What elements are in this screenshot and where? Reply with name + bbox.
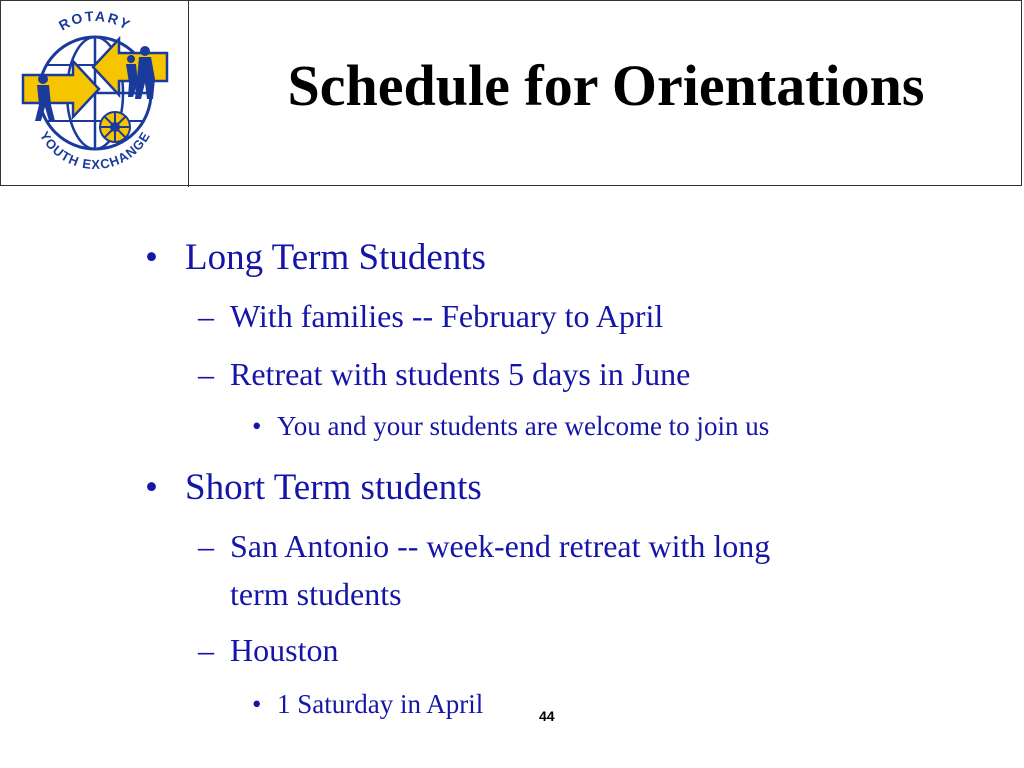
svg-text:ROTARY: ROTARY	[55, 9, 135, 34]
bullet-text: Long Term Students	[185, 237, 486, 278]
sub-bullet-text: San Antonio -- week-end retreat with long	[230, 528, 771, 564]
dash-marker: –	[198, 632, 214, 668]
sub-bullet-text: term students	[230, 576, 402, 612]
bullet-marker: •	[145, 467, 158, 508]
page-number: 44	[539, 708, 555, 724]
bullet-marker: •	[145, 237, 158, 278]
dash-marker: –	[198, 356, 214, 392]
dash-marker: –	[198, 298, 214, 334]
bullet-marker: •	[252, 689, 262, 719]
sub-bullet-text: Retreat with students 5 days in June	[230, 356, 691, 392]
sub-sub-bullet-text: 1 Saturday in April	[277, 689, 484, 719]
sub-bullet-text: With families -- February to April	[230, 298, 664, 334]
sub-sub-bullet-text: You and your students are welcome to join us	[277, 411, 770, 441]
dash-marker: –	[198, 528, 214, 564]
sub-bullet-text: Houston	[230, 632, 339, 668]
bullet-marker: •	[252, 411, 262, 441]
svg-text:YOUTH EXCHANGE: YOUTH EXCHANGE	[36, 128, 154, 173]
bullet-text: Short Term students	[185, 467, 482, 508]
slide-title: Schedule for Orientations	[287, 53, 925, 118]
